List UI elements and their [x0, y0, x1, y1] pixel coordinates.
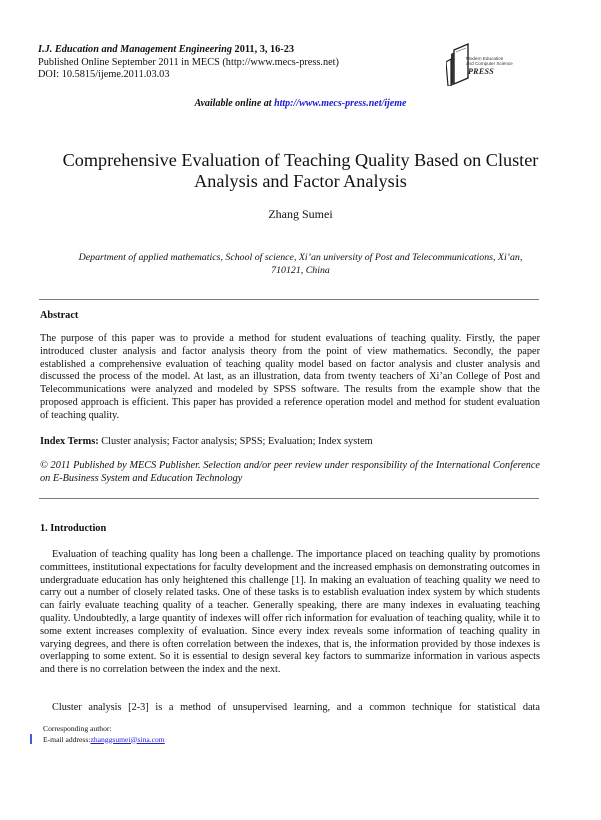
author-name: Zhang Sumei: [268, 207, 333, 221]
paper-title: Comprehensive Evaluation of Teaching Quality Based on Cluster Analysis and Factor Analysis: [62, 150, 539, 191]
email-line: E-mail address:zhanggsumei@sina.com: [43, 734, 165, 744]
affiliation: Department of applied mathematics, School of science, Xi’an university of Post and Telecommunications, Xi’an, 710121, China: [78, 252, 523, 276]
journal-citation: I.J. Education and Management Engineering 2011, 3, 16-23: [38, 44, 295, 55]
introduction-heading: 1. Introduction: [40, 523, 107, 534]
divider-bottom: [39, 498, 539, 499]
introduction-paragraph-1: Evaluation of teaching quality has long been a challenge. The importance placed on teaching quality by promotions committees, institutional expectations for faculty development and the increased emphasis on demonstrating outcomes in undergraduate education has only heightened this challenge [1]. In making an evaluation of teaching quality we need to carry out a number of closely related tasks. One of these tasks is to establish evaluation index system by which students can fairly evaluate teaching quality of a teacher. Generally speaking, there are many indexes in evaluating teaching quality. Undoubtedly, a large quantity of indexes will offer rich information for evaluation of teaching quality, while it to some extent increases complexity of evaluation. Since every index reveals some information of teaching quality in varying degrees, and there is often correlation between the indexes, that is, the information provided by those indexes is overlapping to some extent. So it is essential to design several key factors to summarize information in various aspects and there is no correlation between the index and the next.: [40, 549, 540, 676]
journal-header: [38, 44, 339, 82]
journal-url-link[interactable]: http://www.mecs-press.net/ijeme: [274, 98, 407, 109]
published-line: Published Online September 2011 in MECS (http://www.mecs-press.net): [38, 56, 339, 68]
email-link[interactable]: zhanggsumei@sina.com: [90, 734, 165, 744]
introduction-paragraph-2: Cluster analysis [2-3] is a method of unsupervised learning, and a common technique for statistical data: [52, 702, 540, 713]
doi-line: DOI: 10.5815/ijeme.2011.03.03: [38, 69, 170, 80]
footnote: [43, 724, 165, 745]
abstract-text: The purpose of this paper was to provide a method for student evaluations of teaching quality. Firstly, the paper introduced cluster analysis and factor analysis theory from the point of view mathematics. Secondly, the paper established a comprehensive evaluation of teaching quality model based on factor analysis and cluster analysis and discussed the process of the model. At last, as an illustration, data from twenty teachers of Xi’an College of Post and Telecommunications were analyzed and modeled by SPSS software. The results from the example show that the proposed approach is efficient. This paper has provided a reference operation model and method for student evaluation of teaching quality.: [40, 333, 540, 421]
index-terms: Index Terms: Cluster analysis; Factor analysis; SPSS; Evaluation; Index system: [40, 436, 373, 447]
corresponding-author-label: Corresponding author:: [43, 724, 112, 733]
logo-press: PRESS: [468, 67, 494, 76]
copyright-notice: © 2011 Published by MECS Publisher. Selection and/or peer review under responsibility of the International Conference on E-Business System and Education Technology: [40, 460, 540, 484]
mecs-press-logo: [446, 40, 536, 86]
available-online: Available online at http://www.mecs-press.net/ijeme: [194, 98, 407, 109]
change-bar-marker: [30, 734, 32, 744]
logo-text: Modern Education and Computer Science: [466, 56, 513, 66]
abstract-heading: Abstract: [40, 310, 79, 321]
divider-top: [39, 299, 539, 300]
